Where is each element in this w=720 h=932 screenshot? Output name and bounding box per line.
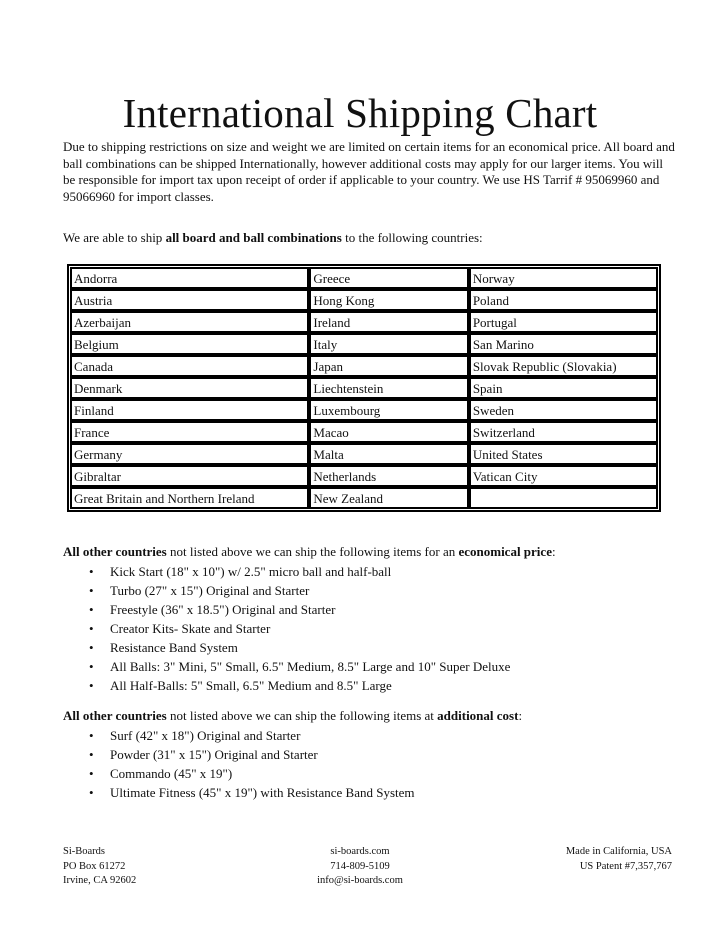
economical-heading-bold1: All other countries — [63, 544, 167, 559]
country-cell: Azerbaijan — [70, 311, 309, 333]
list-item: • All Balls: 3" Mini, 5" Small, 6.5" Medium, 8.5" Large and 10" Super Deluxe — [63, 657, 556, 676]
footer-phone: 714-809-5109 — [330, 860, 390, 872]
country-cell: Vatican City — [469, 465, 658, 487]
additional-heading — [63, 708, 522, 724]
country-cell — [469, 487, 658, 509]
country-cell: Finland — [70, 399, 309, 421]
country-cell: United States — [469, 443, 658, 465]
additional-cost-section — [63, 708, 522, 802]
table-row — [70, 465, 658, 487]
economical-heading-bold2: economical price — [458, 544, 552, 559]
footer-po-box: PO Box 61272 — [63, 860, 126, 872]
footer-origin — [566, 845, 672, 874]
additional-items-list — [63, 726, 522, 802]
country-cell: Portugal — [469, 311, 658, 333]
list-item: • Ultimate Fitness (45" x 19") with Resistance Band System — [63, 783, 522, 802]
country-cell: Switzerland — [469, 421, 658, 443]
footer-made-in: Made in California, USA — [565, 846, 672, 857]
country-cell: Canada — [70, 355, 309, 377]
list-item: • All Half-Balls: 5" Small, 6.5" Medium and 8.5" Large — [63, 676, 556, 695]
intro-paragraph: Due to shipping restrictions on size and weight we are limited on certain items for an economical price. All board and ball combinations can be shipped Internationally, however additional costs may apply for our larger items. You will be responsible for import tax upon receipt of order if applicable to your country. We use HS Tarrif # 95069960 and 95066960 for import classes. — [63, 139, 675, 204]
page-title: International Shipping Chart — [122, 90, 598, 137]
country-cell: Sweden — [469, 399, 658, 421]
countries-table — [67, 264, 661, 512]
country-cell: Macao — [309, 421, 468, 443]
list-item: • Surf (42" x 18") Original and Starter — [63, 726, 522, 745]
country-cell: New Zealand — [309, 487, 468, 509]
table-row — [70, 355, 658, 377]
footer-patent: US Patent #7,357,767 — [579, 860, 672, 872]
country-cell: Luxembourg — [309, 399, 468, 421]
list-item: • Turbo (27" x 15") Original and Starter — [63, 581, 556, 600]
list-item: • Creator Kits- Skate and Starter — [63, 619, 556, 638]
footer-city: Irvine, CA 92602 — [63, 875, 137, 886]
footer-email: info@si-boards.com — [317, 875, 403, 886]
list-item: • Freestyle (36" x 18.5") Original and Starter — [63, 600, 556, 619]
country-cell: Great Britain and Northern Ireland — [70, 487, 309, 509]
country-cell: Germany — [70, 443, 309, 465]
country-cell: Andorra — [70, 267, 309, 289]
list-item: • Resistance Band System — [63, 638, 556, 657]
countries-lead-text — [63, 230, 483, 246]
table-row — [70, 487, 658, 509]
table-row — [70, 311, 658, 333]
country-cell: Italy — [309, 333, 468, 355]
country-cell: Greece — [309, 267, 468, 289]
additional-heading-bold2: additional cost — [437, 708, 519, 723]
economical-items-list — [63, 562, 556, 695]
table-row — [70, 421, 658, 443]
lead-text-bold: all board and ball combinations — [165, 230, 342, 245]
footer-website: si-boards.com — [330, 846, 390, 857]
table-row — [70, 289, 658, 311]
additional-heading-bold1: All other countries — [63, 708, 167, 723]
country-cell: Netherlands — [309, 465, 468, 487]
table-row — [70, 333, 658, 355]
country-cell: Gibraltar — [70, 465, 309, 487]
country-cell: Ireland — [309, 311, 468, 333]
country-cell: Liechtenstein — [309, 377, 468, 399]
footer-company: Si-Boards — [63, 846, 105, 857]
table-row — [70, 399, 658, 421]
footer-contact — [300, 845, 420, 889]
additional-heading-end: : — [518, 708, 523, 723]
list-item: • Commando (45" x 19") — [63, 764, 522, 783]
country-cell: Poland — [469, 289, 658, 311]
economical-heading — [63, 544, 556, 560]
economical-section — [63, 544, 556, 695]
list-item: • Powder (31" x 15") Original and Starter — [63, 745, 522, 764]
country-cell: Slovak Republic (Slovakia) — [469, 355, 658, 377]
economical-heading-middle: not listed above we can ship the following items for an — [166, 544, 459, 559]
list-item: • Kick Start (18" x 10") w/ 2.5" micro ball and half-ball — [63, 562, 556, 581]
country-cell: Norway — [469, 267, 658, 289]
country-cell: Japan — [309, 355, 468, 377]
country-cell: Hong Kong — [309, 289, 468, 311]
additional-heading-middle: not listed above we can ship the following items at — [166, 708, 438, 723]
country-cell: France — [70, 421, 309, 443]
country-cell: Austria — [70, 289, 309, 311]
country-cell: Spain — [469, 377, 658, 399]
table-row — [70, 443, 658, 465]
country-cell: Malta — [309, 443, 468, 465]
economical-heading-end: : — [551, 544, 556, 559]
table-row — [70, 267, 658, 289]
footer-address — [63, 845, 136, 889]
table-row — [70, 377, 658, 399]
country-cell: San Marino — [469, 333, 658, 355]
lead-text-start: We are able to ship — [63, 230, 166, 245]
country-cell: Denmark — [70, 377, 309, 399]
country-cell: Belgium — [70, 333, 309, 355]
lead-text-end: to the following countries: — [341, 230, 483, 245]
